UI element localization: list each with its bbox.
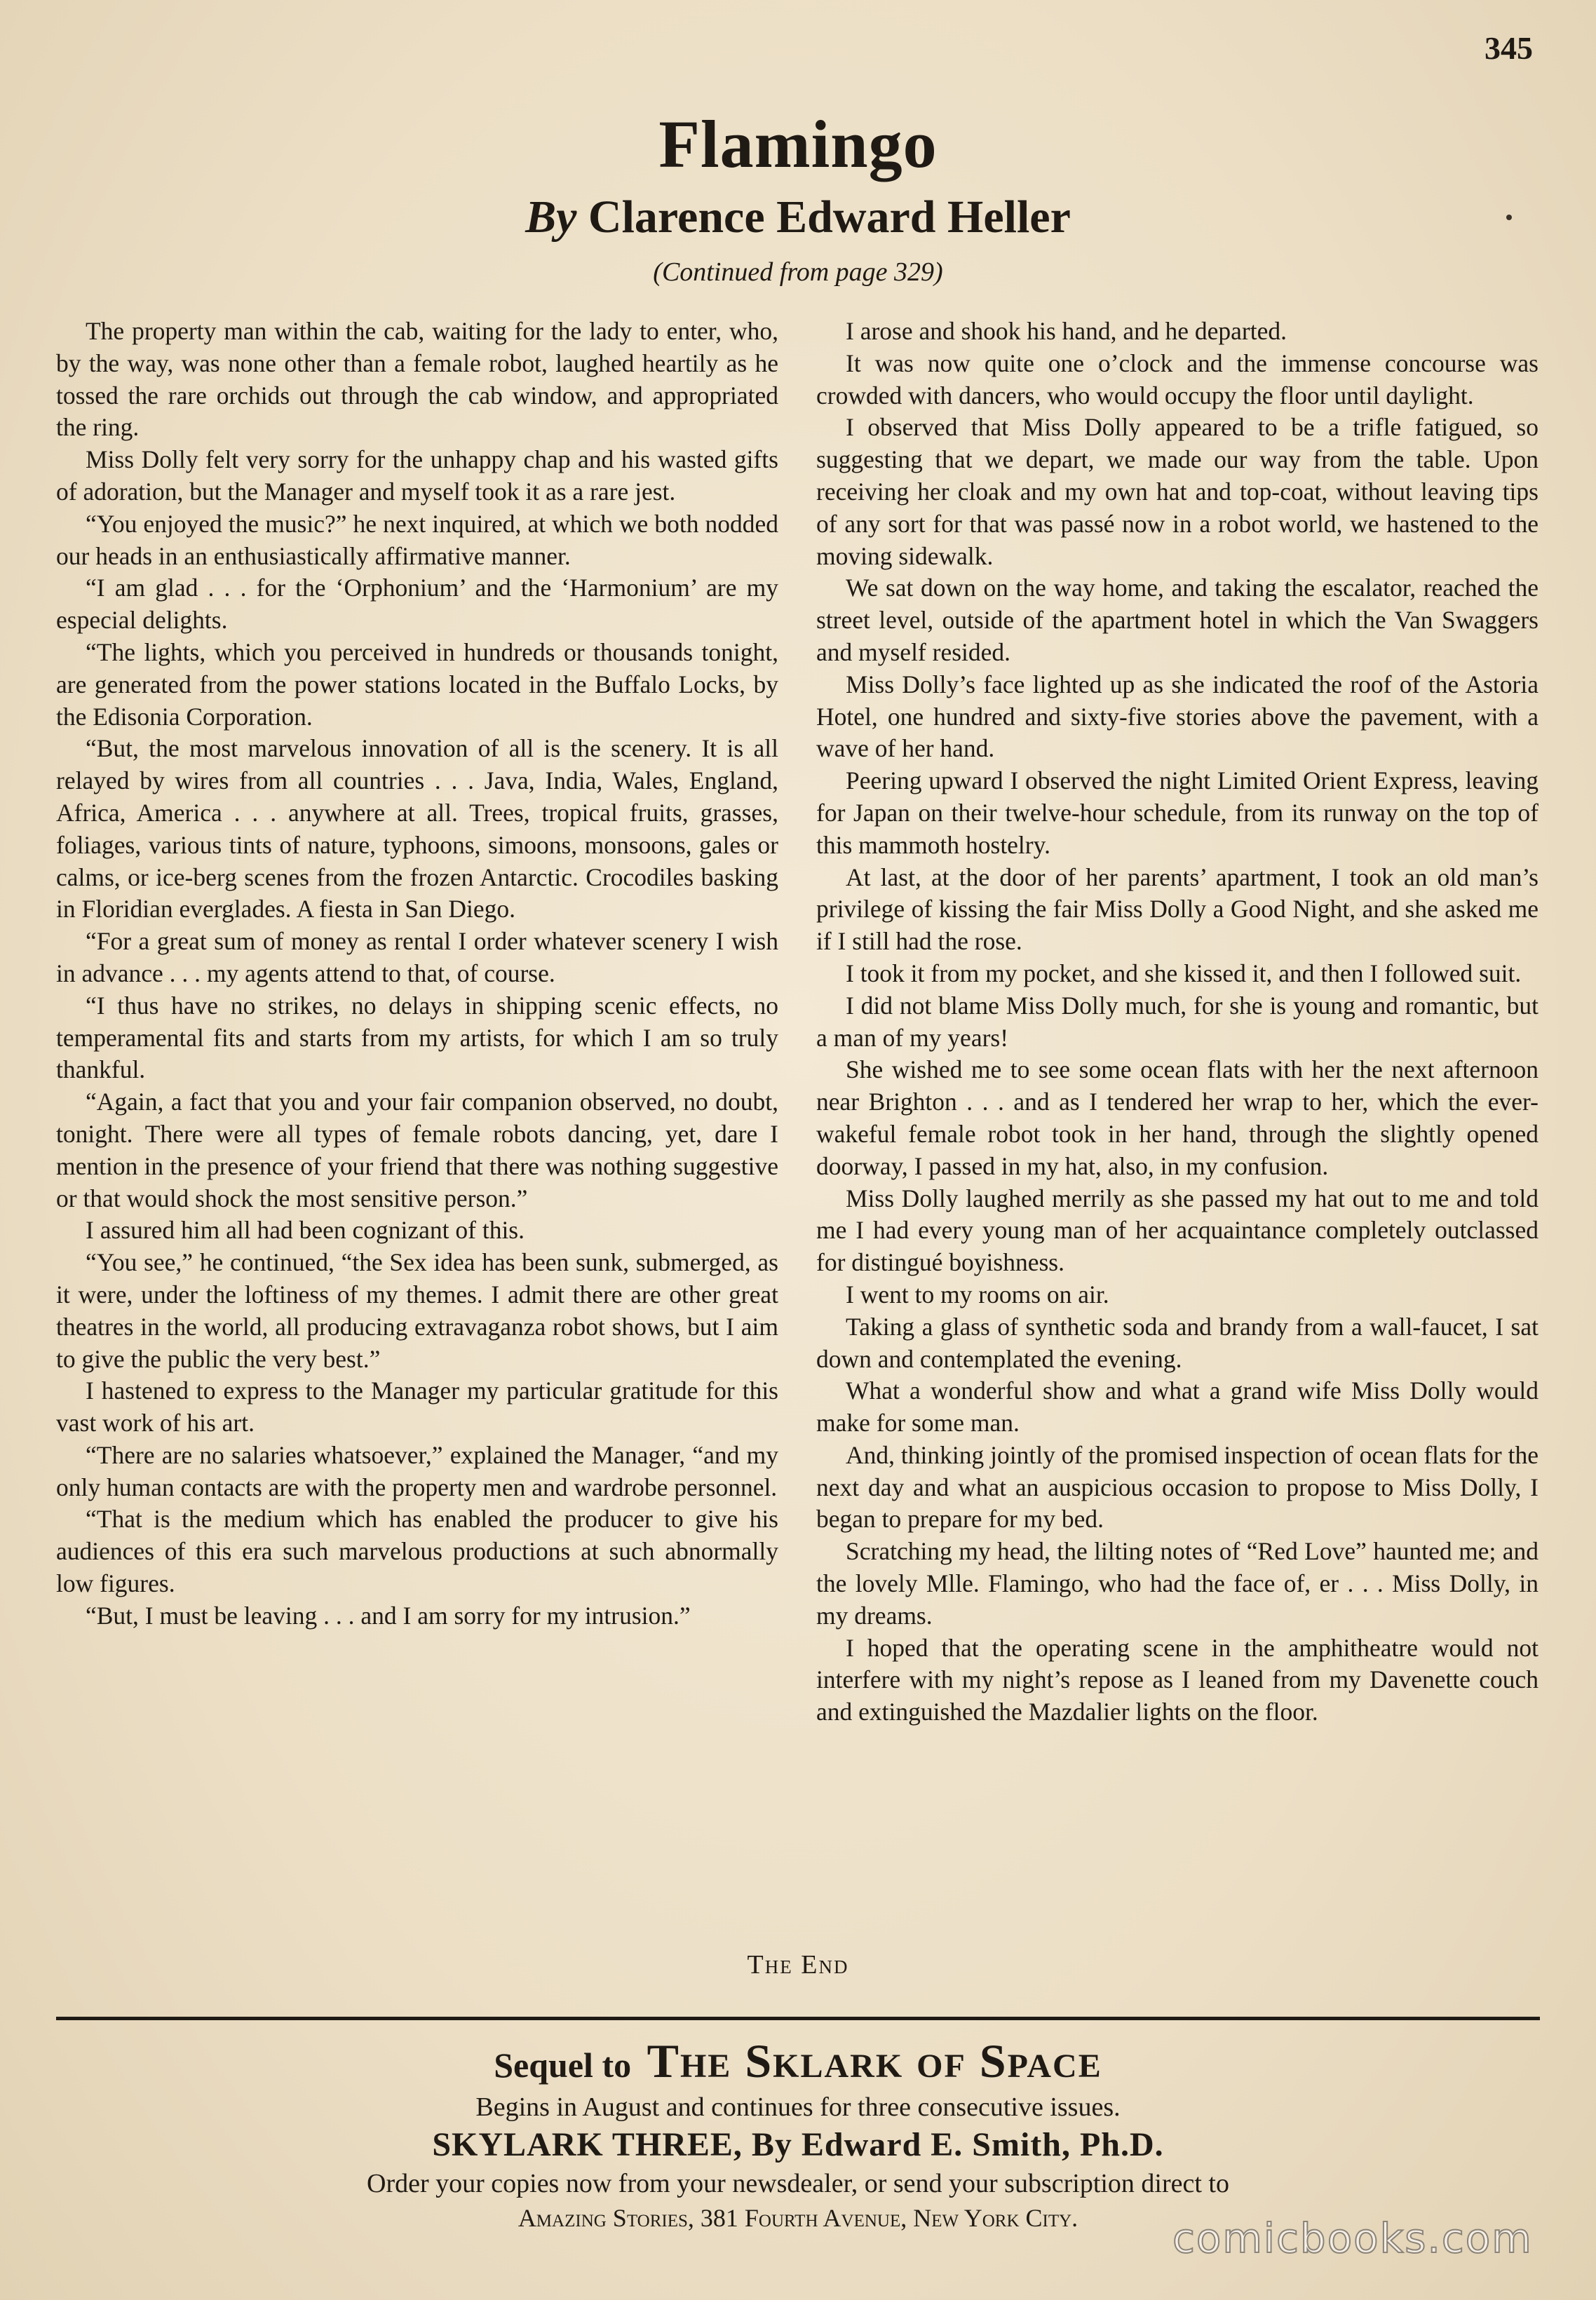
byline (0, 191, 1596, 244)
paragraph: I did not blame Miss Dolly much, for she is young and romantic, but a man of my years! (816, 991, 1538, 1052)
byline-prefix: By (525, 191, 577, 243)
the-end-label: The End (747, 1950, 849, 1980)
paragraph: “But, the most marvelous innovation of all is the scenery. It is all relayed by wires from all countries . . . Java, India, Wales, England, Africa, America . . . anywhere at all. Trees, tropical fruits, grasses, foliages, various tints of nature, typhoons, simoons, monsoons, gales or calms, or ice-berg scenes from the frozen Antarctic. Crocodiles basking in Floridian everglades. A fiesta in San Diego. (56, 734, 778, 924)
paragraph: “I thus have no strikes, no delays in shipping scenic effects, no temperamental fits and starts from my artists, for which I am so truly thankful. (56, 991, 778, 1084)
author-name: Clarence Edward Heller (588, 191, 1071, 243)
paragraph: I took it from my pocket, and she kissed it, and then I followed suit. (846, 959, 1522, 987)
paragraph: “For a great sum of money as rental I order whatever scenery I wish in advance . . . my agents attend to that, of course. (56, 927, 778, 987)
paragraph: I observed that Miss Dolly appeared to be a trifle fatigued, so suggesting that we depart, we made our way from the table. Upon receiving her cloak and my own hat and top-coat, without leaving tips of any sort for that was passé now in a robot world, we hastened to the moving sidewalk. (816, 413, 1538, 570)
ad-sequel-prefix: Sequel to (494, 2045, 632, 2085)
ad-order-text: Order your copies now from your newsdealer, or send your subscription direct to (367, 2169, 1229, 2198)
left-column (56, 316, 778, 1632)
paragraph: We sat down on the way home, and taking the escalator, reached the street level, outside of the apartment hotel in which the Van Swaggers and myself resided. (816, 574, 1538, 666)
ad-address: Amazing Stories, 381 Fourth Avenue, New York City. (518, 2204, 1078, 2232)
sequel-advertisement (0, 2034, 1596, 2233)
ad-headline (0, 2034, 1596, 2089)
paragraph: The property man within the cab, waiting for the lady to enter, who, by the way, was none other than a female robot, laughed heartily as he tossed the rare orchids out through the cab window, and appropriated the ring. (56, 317, 778, 442)
ad-sequel-title: The Sklark of Space (647, 2034, 1102, 2088)
site-watermark: comicbooks.com (1172, 2214, 1533, 2262)
paragraph: Miss Dolly felt very sorry for the unhappy chap and his wasted gifts of adoration, but the Manager and myself took it as a rare jest. (56, 445, 778, 506)
paragraph: “But, I must be leaving . . . and I am sorry for my intrusion.” (86, 1601, 691, 1630)
paragraph: Taking a glass of synthetic soda and brandy from a wall-faucet, I sat down and contemplated the evening. (816, 1312, 1538, 1373)
paragraph: “You enjoyed the music?” he next inquired, at which we both nodded our heads in an enthusiastically affirmative manner. (56, 509, 778, 570)
paragraph: “Again, a fact that you and your fair companion observed, no doubt, tonight. There were all types of female robots dancing, yet, dare I mention in the presence of your friend that there was nothing suggestive or that would shock the most sensitive person.” (56, 1088, 778, 1212)
paragraph: Peering upward I observed the night Limited Orient Express, leaving for Japan on their twelve-hour schedule, from its runway on the top of this mammoth hostelry. (816, 766, 1538, 859)
ad-book-title: SKYLARK THREE, By Edward E. Smith, Ph.D. (432, 2126, 1164, 2163)
paragraph: And, thinking jointly of the promised inspection of ocean flats for the next day and what an auspicious occasion to propose to Miss Dolly, I began to prepare for my bed. (816, 1440, 1538, 1534)
paragraph: “The lights, which you perceived in hundreds or thousands tonight, are generated from the power stations located in the Buffalo Locks, by the Edisonia Corporation. (56, 637, 778, 731)
paragraph: I went to my rooms on air. (846, 1280, 1109, 1308)
paragraph: “You see,” he continued, “the Sex idea has been sunk, submerged, as it were, under the loftiness of my themes. I admit there are other great theatres in the world, all producing extravaganza robot shows, but I aim to give the public the very best.” (56, 1248, 778, 1373)
paragraph: What a wonderful show and what a grand wife Miss Dolly would make for some man. (816, 1376, 1538, 1438)
paragraph: She wished me to see some ocean flats with her the next afternoon near Brighton . . . and as I tendered her wrap to her, which the ever-wakeful female robot took in her hand, through the slightly opened doorway, I passed in my hat, also, in my confusion. (816, 1055, 1538, 1180)
paragraph: “That is the medium which has enabled the producer to give his audiences of this era such marvelous productions at such abnormally low figures. (56, 1505, 778, 1598)
divider-rule (56, 2017, 1540, 2020)
paragraph: Miss Dolly laughed merrily as she passed my hat out to me and told me I had every young man of her acquaintance completely outclassed for distingué boyishness. (816, 1184, 1538, 1277)
story-title: Flamingo (658, 107, 938, 182)
paragraph: I assured him all had been cognizant of this. (86, 1216, 525, 1245)
paragraph: It was now quite one o’clock and the immense concourse was crowded with dancers, who would occupy the floor until daylight. (816, 349, 1538, 410)
paragraph: “There are no salaries whatsoever,” explained the Manager, “and my only human contacts are with the property men and wardrobe personnel. (56, 1440, 778, 1501)
right-column (816, 316, 1538, 1729)
page-number: 345 (1485, 30, 1533, 66)
paragraph: I hoped that the operating scene in the amphitheatre would not interfere with my night’s repose as I leaned from my Davenette couch and extinguished the Mazdalier lights on the floor. (816, 1633, 1538, 1726)
paragraph: I hastened to express to the Manager my particular gratitude for this vast work of his art. (56, 1376, 778, 1438)
paragraph: “I am glad . . . for the ‘Orphonium’ and the ‘Harmonium’ are my especial delights. (56, 574, 778, 635)
paragraph: Scratching my head, the lilting notes of “Red Love” haunted me; and the lovely Mlle. Flamingo, who had the face of, er . . . Miss Dolly, in my dreams. (816, 1537, 1538, 1630)
continued-note: (Continued from page 329) (653, 257, 943, 287)
paragraph: Miss Dolly’s face lighted up as she indicated the roof of the Astoria Hotel, one hundred and sixty-five stories above the pavement, with a wave of her hand. (816, 670, 1538, 763)
paragraph: I arose and shook his hand, and he departed. (846, 317, 1287, 345)
paragraph: At last, at the door of her parents’ apartment, I took an old man’s privilege of kissing the fair Miss Dolly a Good Night, and she asked me if I still had the rose. (816, 862, 1538, 956)
ad-schedule: Begins in August and continues for three consecutive issues. (475, 2092, 1121, 2122)
